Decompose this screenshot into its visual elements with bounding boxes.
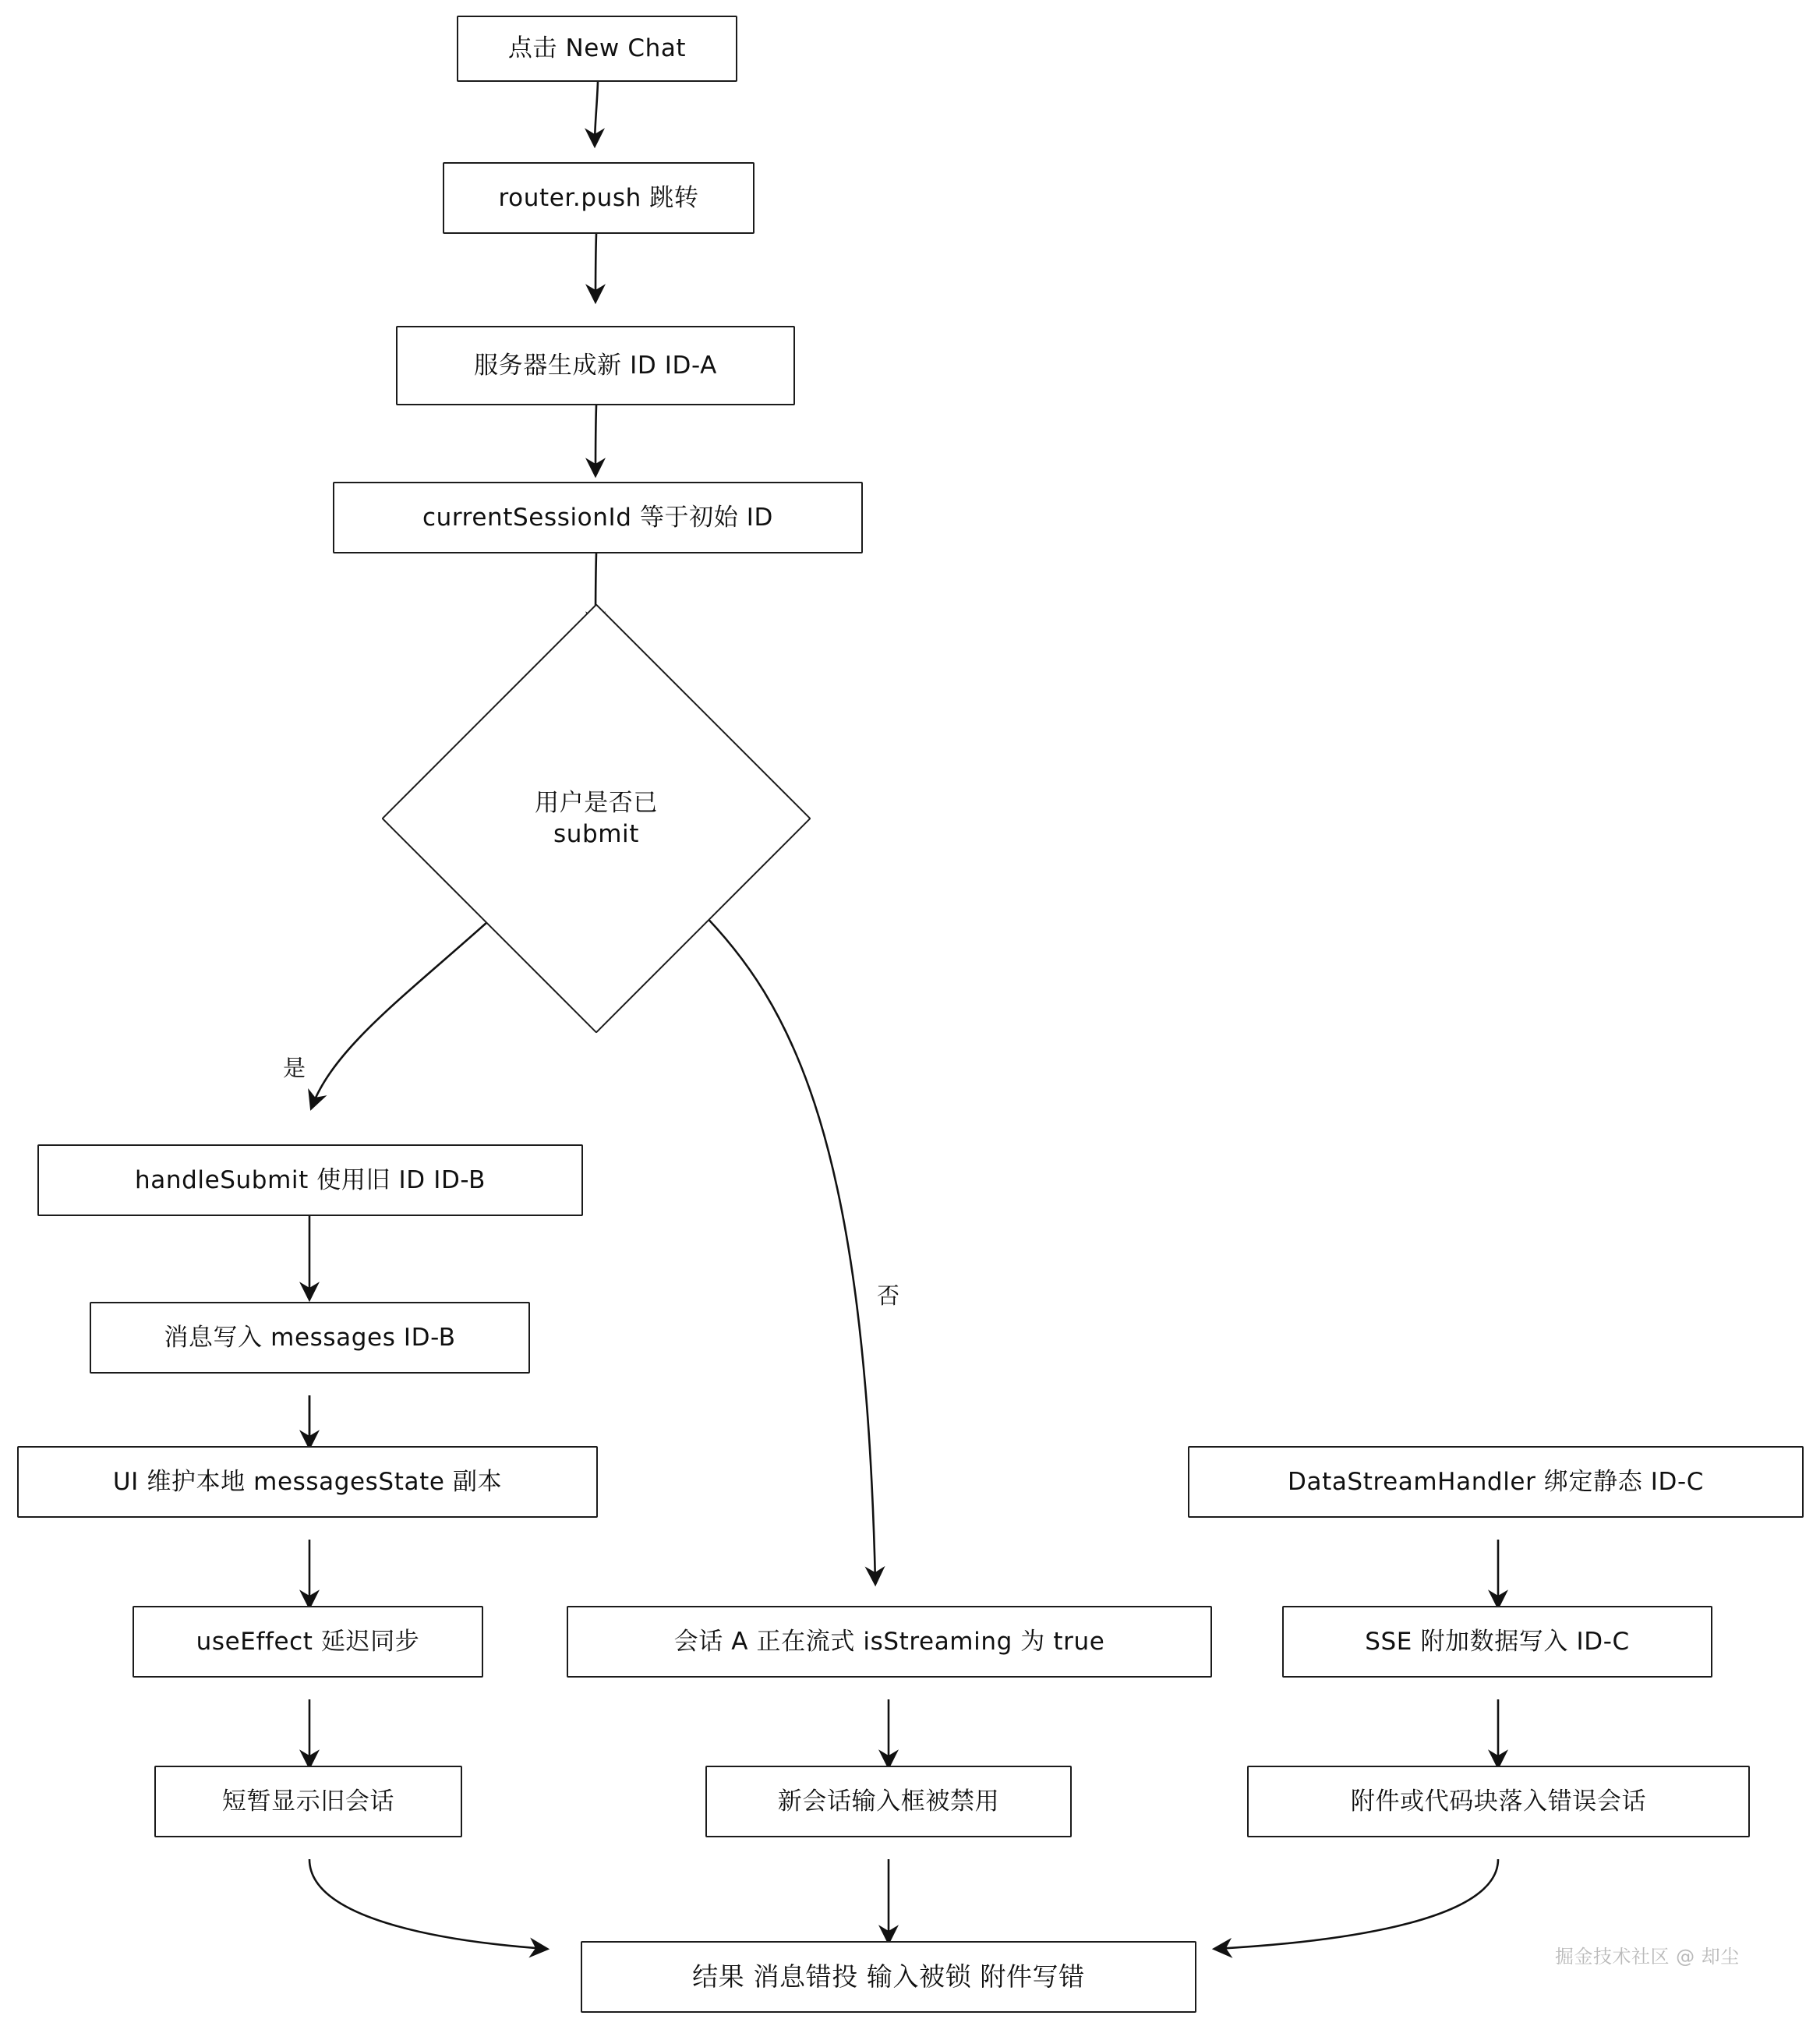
node-click-new-chat <box>457 16 737 82</box>
node-label: useEffect 延迟同步 <box>196 1627 420 1656</box>
node-label: 附件或代码块落入错误会话 <box>1350 1787 1647 1816</box>
node-sse-append-data <box>1282 1606 1712 1678</box>
node-label: 会话 A 正在流式 isStreaming 为 true <box>673 1627 1105 1656</box>
node-attachment-wrong-session <box>1247 1766 1750 1837</box>
node-handle-submit-old-id <box>37 1144 583 1216</box>
node-label: 短暂显示旧会话 <box>221 1787 395 1816</box>
node-router-push <box>443 162 755 234</box>
node-label: 新会话输入框被禁用 <box>777 1787 1000 1816</box>
node-label: handleSubmit 使用旧 ID ID-B <box>135 1165 486 1194</box>
node-current-session-id <box>333 482 863 553</box>
node-result-summary <box>581 1941 1196 2013</box>
decision-user-submitted-label <box>444 733 748 904</box>
node-briefly-show-old-session <box>154 1766 462 1837</box>
edge-label-yes: 是 <box>283 1055 306 1081</box>
node-new-session-input-disabled <box>705 1766 1072 1837</box>
node-label: router.push 跳转 <box>498 183 699 212</box>
node-label: UI 维护本地 messagesState 副本 <box>112 1467 503 1496</box>
watermark: 掘金技术社区 @ 却尘 <box>1555 1946 1740 1968</box>
node-label: DataStreamHandler 绑定静态 ID-C <box>1288 1467 1704 1496</box>
node-server-new-id <box>396 326 795 405</box>
node-label: currentSessionId 等于初始 ID <box>422 503 774 532</box>
node-label: 服务器生成新 ID ID-A <box>474 351 717 380</box>
decision-label-line1: 用户是否已 <box>535 788 658 817</box>
node-session-a-streaming <box>567 1606 1212 1678</box>
node-message-write-messages <box>90 1302 530 1374</box>
node-label: 结果 消息错投 输入被锁 附件写错 <box>692 1961 1085 1992</box>
node-use-effect-delayed-sync <box>133 1606 483 1678</box>
node-ui-local-messages-state <box>17 1446 598 1518</box>
decision-label-line2: submit <box>553 820 640 848</box>
node-datastream-handler-static-id <box>1188 1446 1804 1518</box>
node-label: 消息写入 messages ID-B <box>164 1323 456 1352</box>
edge-label-no: 否 <box>877 1282 900 1309</box>
node-label: SSE 附加数据写入 ID-C <box>1365 1627 1630 1656</box>
node-label: 点击 New Chat <box>507 34 687 63</box>
